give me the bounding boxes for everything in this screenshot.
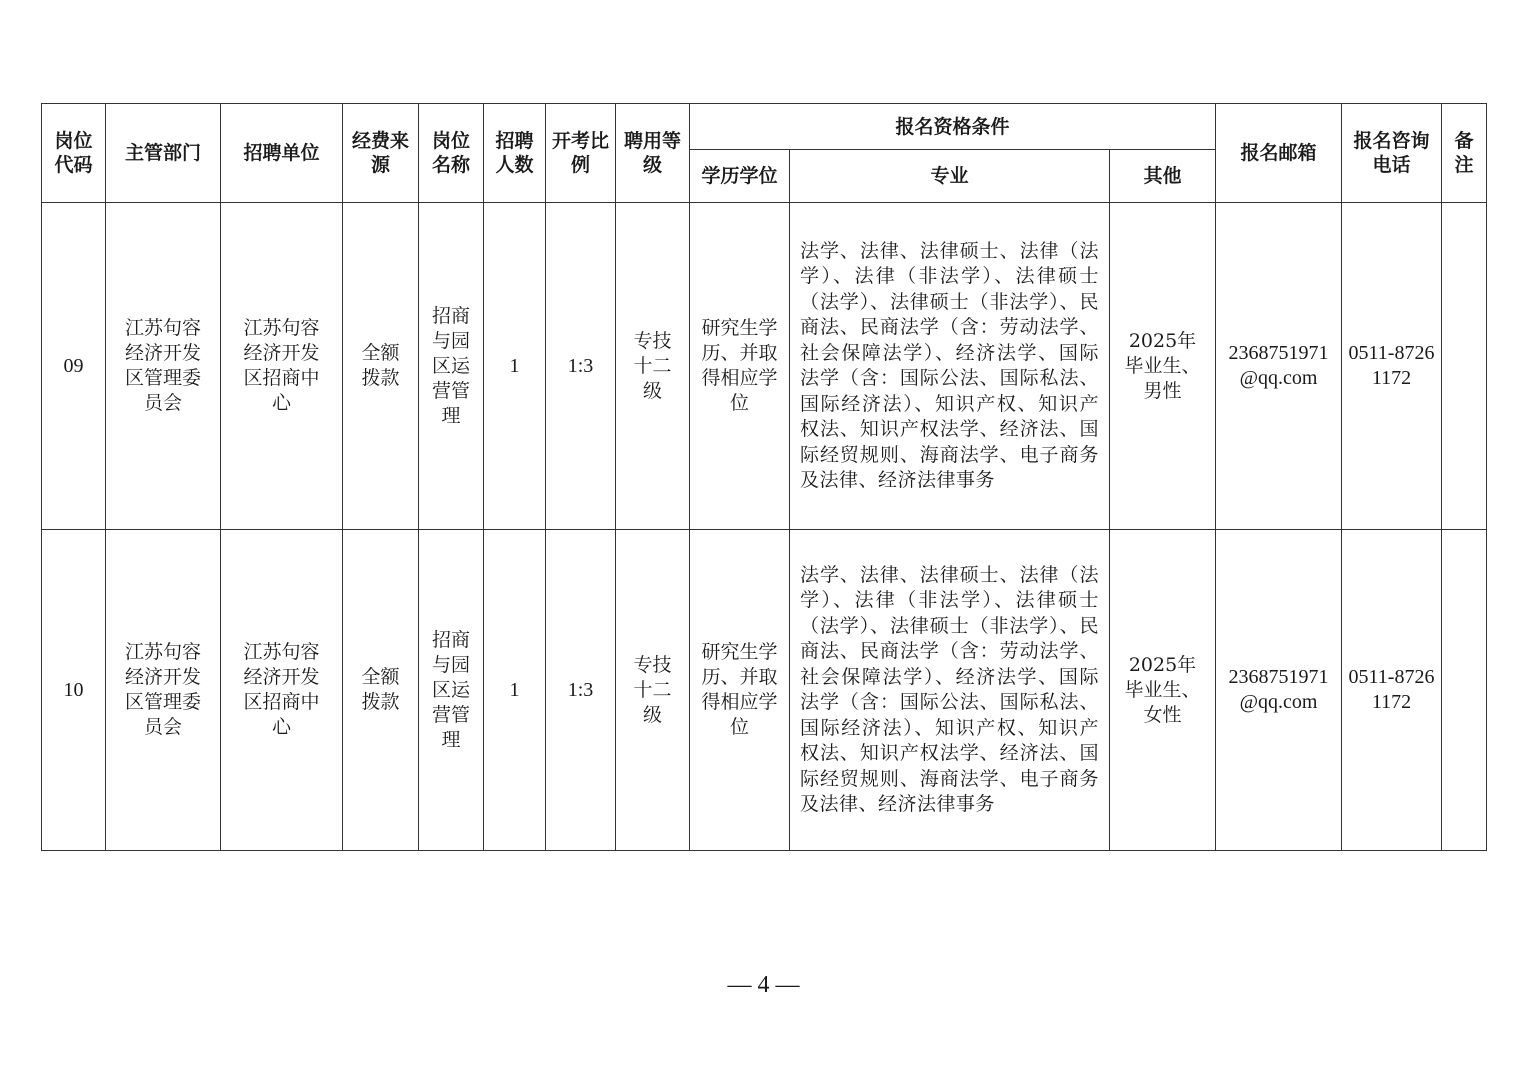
header-ratio: 开考比例 bbox=[546, 104, 616, 203]
page-number: — 4 — bbox=[727, 972, 800, 998]
header-post-code: 岗位代码 bbox=[42, 104, 106, 203]
cell-count: 1 bbox=[484, 203, 546, 530]
cell-code: 10 bbox=[42, 530, 106, 851]
cell-education: 研究生学历、并取得相应学位 bbox=[690, 203, 790, 530]
cell-code: 09 bbox=[42, 203, 106, 530]
cell-ratio: 1:3 bbox=[546, 203, 616, 530]
recruitment-table bbox=[41, 103, 1487, 851]
cell-email: 2368751971@qq.com bbox=[1216, 203, 1342, 530]
cell-funding: 全额拨款 bbox=[343, 203, 419, 530]
cell-post-name: 招商与园区运营管理 bbox=[419, 203, 484, 530]
cell-ratio: 1:3 bbox=[546, 530, 616, 851]
header-conditions: 报名资格条件 bbox=[690, 104, 1216, 150]
table-row bbox=[42, 530, 1487, 851]
cell-major: 法学、法律、法律硕士、法律（法学）、法律（非法学）、法律硕士（法学）、法律硕士（非法学）、民商法、民商法学（含：劳动法学、社会保障法学）、经济法学、国际法学（含：国际公法、国际私法、国际经济法）、知识产权、知识产权法、知识产权法学、经济法、国际经贸规则、海商法学、电子商务及法律、经济法律事务 bbox=[790, 530, 1110, 851]
cell-dept: 江苏句容经济开发区管理委员会 bbox=[106, 203, 221, 530]
cell-email: 2368751971@qq.com bbox=[1216, 530, 1342, 851]
cell-funding: 全额拨款 bbox=[343, 530, 419, 851]
cell-major: 法学、法律、法律硕士、法律（法学）、法律（非法学）、法律硕士（法学）、法律硕士（非法学）、民商法、民商法学（含：劳动法学、社会保障法学）、经济法学、国际法学（含：国际公法、国际私法、国际经济法）、知识产权、知识产权法、知识产权法学、经济法、国际经贸规则、海商法学、电子商务及法律、经济法律事务 bbox=[790, 203, 1110, 530]
header-unit: 招聘单位 bbox=[221, 104, 343, 203]
cell-remark bbox=[1442, 203, 1487, 530]
cell-education: 研究生学历、并取得相应学位 bbox=[690, 530, 790, 851]
header-other: 其他 bbox=[1110, 150, 1216, 203]
header-funding: 经费来源 bbox=[343, 104, 419, 203]
cell-post-name: 招商与园区运营管理 bbox=[419, 530, 484, 851]
header-grade: 聘用等级 bbox=[616, 104, 690, 203]
cell-grade: 专技十二级 bbox=[616, 530, 690, 851]
header-row-1 bbox=[42, 104, 1487, 150]
cell-other: 2025年毕业生、男性 bbox=[1110, 203, 1216, 530]
cell-dept: 江苏句容经济开发区管理委员会 bbox=[106, 530, 221, 851]
cell-unit: 江苏句容经济开发区招商中心 bbox=[221, 203, 343, 530]
cell-remark bbox=[1442, 530, 1487, 851]
cell-other: 2025年毕业生、女性 bbox=[1110, 530, 1216, 851]
cell-phone: 0511-87261172 bbox=[1342, 203, 1442, 530]
cell-phone: 0511-87261172 bbox=[1342, 530, 1442, 851]
header-major: 专业 bbox=[790, 150, 1110, 203]
header-dept: 主管部门 bbox=[106, 104, 221, 203]
header-remark: 备注 bbox=[1442, 104, 1487, 203]
header-education: 学历学位 bbox=[690, 150, 790, 203]
header-phone: 报名咨询电话 bbox=[1342, 104, 1442, 203]
cell-count: 1 bbox=[484, 530, 546, 851]
cell-grade: 专技十二级 bbox=[616, 203, 690, 530]
table-row bbox=[42, 203, 1487, 530]
header-post-name: 岗位名称 bbox=[419, 104, 484, 203]
header-email: 报名邮箱 bbox=[1216, 104, 1342, 203]
header-count: 招聘人数 bbox=[484, 104, 546, 203]
cell-unit: 江苏句容经济开发区招商中心 bbox=[221, 530, 343, 851]
